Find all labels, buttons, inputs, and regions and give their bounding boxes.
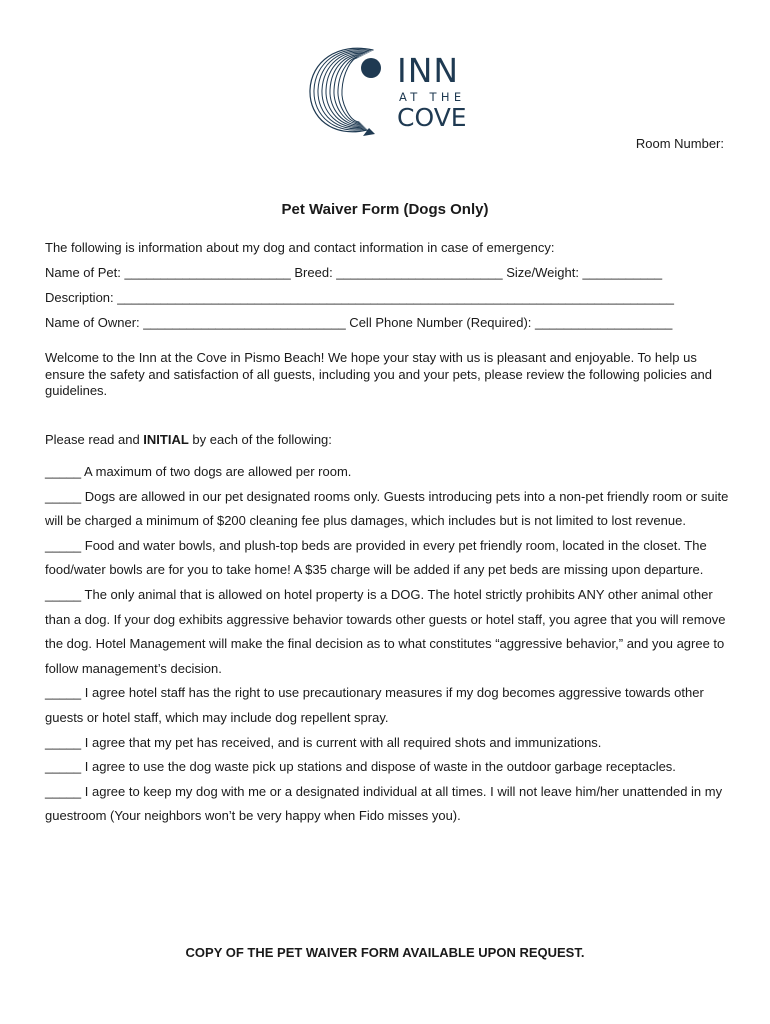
policy-item: _____ The only animal that is allowed on hotel property is a DOG. The hotel strictly prohibits ANY other animal other than a dog. If your dog exhibits aggressive behavior towards other guests or hotel staff, you agree that you will remove the dog. Hotel Management will make the final decision as to what constitutes “aggressive behavior,” and you agree to follow management’s decision. — [45, 586, 726, 676]
room-number-label: Room Number: — [635, 136, 724, 151]
description-line[interactable]: Description: _____________________________________________________________________________ — [45, 290, 674, 305]
policy-item: _____ A maximum of two dogs are allowed per room. — [45, 464, 352, 479]
information-intro: The following is information about my dog and contact information in case of emergency: — [45, 240, 555, 255]
instructions-text-after: by each of the following: — [188, 432, 332, 447]
policy-list — [45, 460, 735, 829]
logo-word-cove: COVE — [397, 103, 467, 132]
logo-word-at-the: AT THE — [399, 90, 466, 104]
instructions-text-before: Please read and — [45, 432, 144, 447]
pet-information-fields — [45, 235, 735, 335]
policy-item: _____ Dogs are allowed in our pet designated rooms only. Guests introducing pets into a non-pet friendly room or suite will be charged a minimum of $200 cleaning fee plus damages, which includes but is not limited to lost revenue. — [45, 488, 729, 529]
policy-item: _____ I agree that my pet has received, and is current with all required shots and immunizations. — [45, 734, 602, 750]
form-title: Pet Waiver Form (Dogs Only) — [281, 201, 489, 218]
pet-name-breed-size-line[interactable]: Name of Pet: _______________________ Breed: _______________________ Size/Weight: ___________ — [45, 265, 663, 280]
initial-instructions — [45, 432, 332, 447]
welcome-paragraph: Welcome to the Inn at the Cove in Pismo Beach! We hope your stay with us is pleasant and enjoyable. To help us ensure the safety and satisfaction of all guests, including you and your pets, please review the following policies and guidelines. — [45, 350, 713, 399]
policy-item: _____ I agree hotel staff has the right to use precautionary measures if my dog becomes aggressive towards other guests or hotel staff, which may include dog repellent spray. — [45, 685, 704, 725]
policy-item: _____ Food and water bowls, and plush-top beds are provided in every pet friendly room, located in the closet. The food/water bowls are for you to take home! A $35 charge will be added if any pet beds are missing upon departure. — [45, 537, 707, 578]
policy-item: _____ I agree to use the dog waste pick up stations and dispose of waste in the outdoor garbage receptacles. — [45, 759, 676, 775]
instructions-initial-emphasis: INITIAL — [143, 432, 189, 447]
logo-word-inn: INN — [397, 51, 460, 90]
owner-phone-line[interactable]: Name of Owner: ____________________________ Cell Phone Number (Required): ___________________ — [45, 315, 673, 330]
footer-note: COPY OF THE PET WAIVER FORM AVAILABLE UPON REQUEST. — [185, 945, 585, 960]
shell-c-icon — [307, 44, 467, 136]
inn-at-the-cove-logo — [307, 44, 467, 136]
policy-item: _____ I agree to keep my dog with me or a designated individual at all times. I will not leave him/her unattended in my guestroom (Your neighbors won’t be very happy when Fido misses you). — [45, 783, 723, 824]
